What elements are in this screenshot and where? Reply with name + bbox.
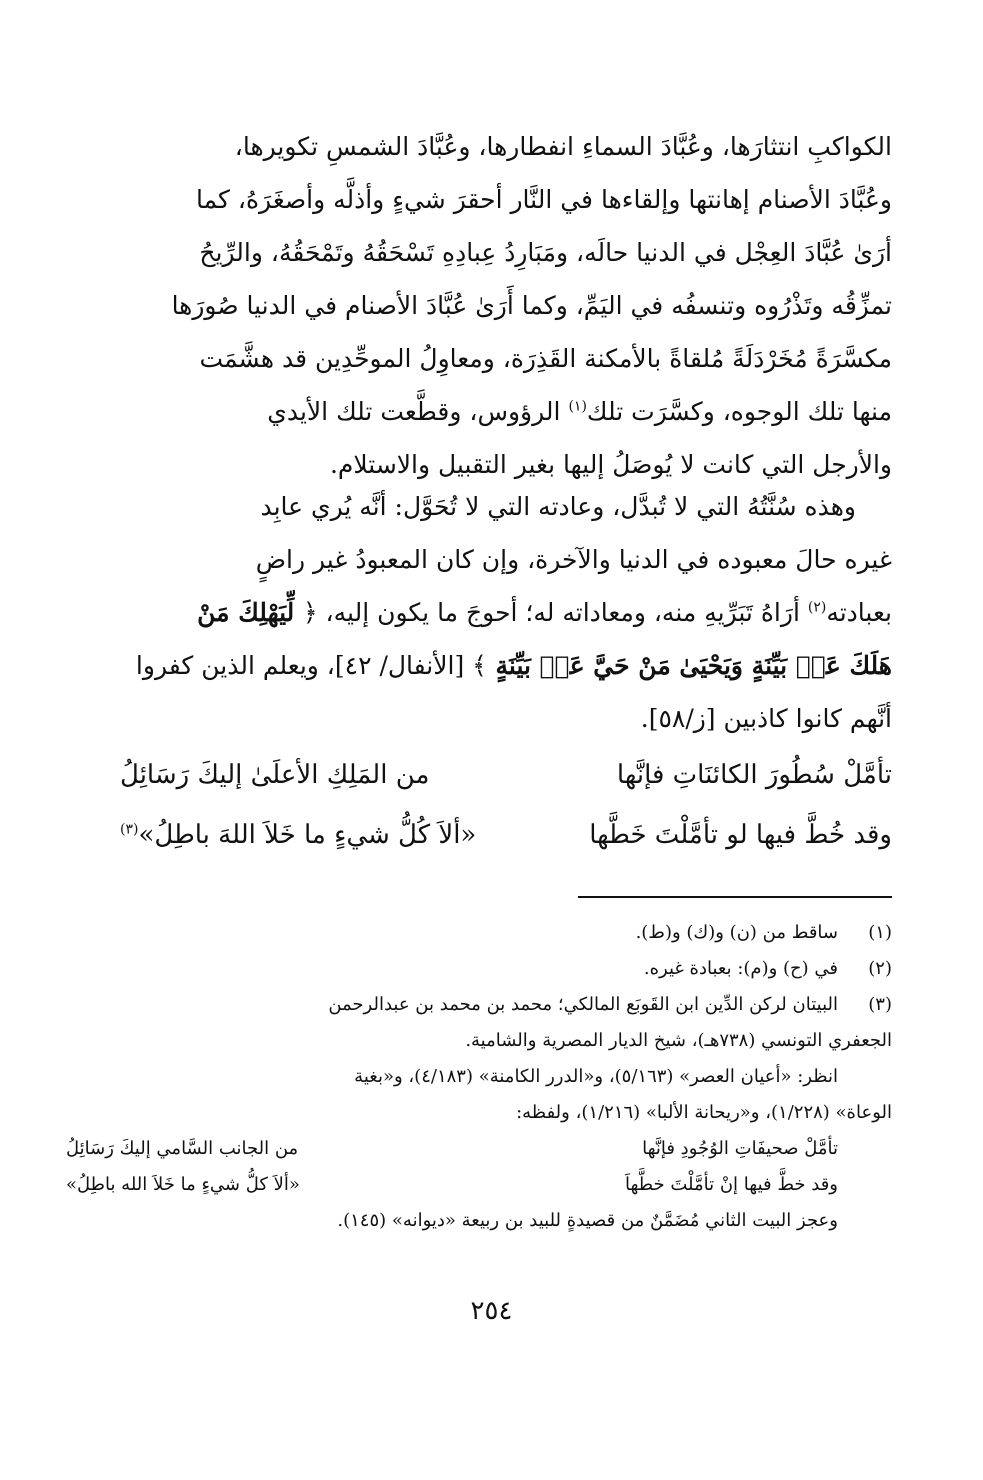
- paragraph-line: أنَّهم كانوا كاذبين [ز/٥٨].: [640, 704, 892, 733]
- footnote-1: [120, 915, 892, 951]
- paragraph-line: وهذه سُنَّتُهُ التي لا تُبدَّل، وعادته التي لا تُحَوَّل: أنَّه يُري عابِد: [260, 492, 856, 521]
- paragraph-line: والأرجل التي كانت لا يُوصَلُ إليها بغير التقبيل والاستلام.: [329, 450, 892, 479]
- quran-verse: هَلَكَ عَنۢ بَيِّنَةٍ وَيَحْيَىٰ مَنْ حَيَّ عَنۢ بَيِّنَةٍ: [486, 651, 892, 680]
- quran-reference: [الأنفال/ ٤٢]، ويعلم الذين كفروا: [135, 651, 473, 680]
- verse-2: [120, 805, 892, 865]
- quran-verse: لِّيَهْلِكَ مَنْ: [197, 598, 303, 627]
- paragraph-text: أرَاهُ تَبَرِّيهِ منه، ومعاداته له؛ أحوجَ ما يكون إليه،: [317, 598, 808, 627]
- footnote-ref-3[interactable]: (٣): [120, 821, 139, 838]
- verse-text: «ألاَ كُلُّ شيءٍ ما خَلاَ اللهَ باطِلُ»: [138, 820, 477, 850]
- footnote-verse-1: [66, 1131, 838, 1167]
- paragraph-line: وعُبَّادَ الأصنام إهانتها وإلقاءها في النَّار أحقرَ شيءٍ وأذلَّه وأصغَرَهُ، كما: [195, 185, 892, 214]
- page-number: ٢٥٤: [470, 1296, 513, 1326]
- paragraph-text: منها تلك الوجوه، وكسَّرَت تلك: [586, 397, 892, 426]
- paragraph-text: بعبادته: [826, 598, 892, 627]
- footnote-verse-hemistich: وقد خطَّ فيها إنْ تأمَّلْتَ خطَّهاَ: [624, 1174, 838, 1195]
- paragraph-text: الرؤوس، وقطَّعت تلك الأيدي: [267, 397, 569, 426]
- paragraph-line: أرَىٰ عُبَّادَ العِجْل في الدنيا حالَه، ومَبَارِدُ عِبادِهِ تَسْحَقُهُ وتَمْحَقُهُ، والرِّيحُ: [199, 238, 892, 267]
- footnote-line: وعجز البيت الثاني مُضَمَّنٌ من قصيدةٍ للبيد بن ربيعة «ديوانه» (١٤٥).: [337, 1210, 838, 1231]
- footnote-verse-2: [66, 1167, 838, 1203]
- footnote-poem: [66, 1131, 838, 1203]
- footnote-line: انظر: «أعيان العصر» (٥/١٦٣)، و«الدرر الكامنة» (٤/١٨٣)، و«بغية: [354, 1066, 838, 1087]
- body-paragraph-2: [120, 480, 892, 745]
- footnote-ref-1[interactable]: (١): [568, 398, 587, 415]
- paragraph-line: [120, 639, 892, 692]
- footnote-text: في (ح) و(م): بعبادة غيره.: [643, 958, 838, 979]
- footnote-2: [120, 951, 892, 987]
- footnote-separator: [578, 896, 892, 898]
- paragraph-line: الكواكبِ انتثارَها، وعُبَّادَ السماءِ انفطارها، وعُبَّادَ الشمسِ تكويرها،: [234, 132, 892, 161]
- footnotes: [66, 915, 892, 1239]
- verse-1-first-hemistich: تأمَّلْ سُطُورَ الكائنَاتِ فإنَّها: [616, 760, 892, 790]
- paragraph-line: تمزِّقُه وتَذْرُوه وتنسفُه في اليَمِّ، وكما أَرَىٰ عُبَّادَ الأصنام في الدنيا صُورَها: [171, 291, 892, 320]
- paragraph-line: [120, 586, 892, 639]
- ayah-open-bracket: ﴿: [302, 598, 318, 627]
- footnote-number: (١): [868, 922, 892, 943]
- footnote-3: [66, 987, 892, 1239]
- footnote-verse-hemistich: تأمَّلْ صحيفَاتِ الوُجُودِ فإنَّها: [642, 1138, 838, 1159]
- body-paragraph-1: [120, 120, 892, 491]
- footnote-text: ساقط من (ن) و(ك) و(ط).: [635, 922, 838, 943]
- footnote-number: (٢): [868, 958, 892, 979]
- verse-2-first-hemistich: وقد خُطَّ فيها لو تأمَّلْتَ خَطَّها: [589, 820, 892, 850]
- footnote-ref-2[interactable]: (٢): [807, 599, 827, 616]
- footnote-number: (٣): [868, 994, 892, 1015]
- footnote-verse-hemistich: من الجانب السَّامي إليكَ رَسَائِلُ: [66, 1138, 299, 1159]
- paragraph-line: غيره حالَ معبوده في الدنيا والآخرة، وإن كان المعبودُ غير راضٍ: [255, 545, 892, 574]
- verse-1: [120, 745, 892, 805]
- footnote-body: [66, 987, 892, 1239]
- poem: [120, 745, 892, 865]
- ayah-close-bracket: ﴾: [472, 651, 487, 680]
- footnote-line: الجعفري التونسي (٧٣٨هـ)، شيخ الديار المصرية والشامية.: [465, 1030, 892, 1051]
- verse-1-second-hemistich: من المَلِكِ الأعلَىٰ إليكَ رَسَائِلُ: [120, 760, 430, 790]
- footnote-line: البيتان لركن الدِّين ابن القَوبَع المالكي؛ محمد بن محمد بن عبدالرحمن: [328, 994, 838, 1015]
- paragraph-line: مكسَّرَةً مُخَرْدَلَةً مُلقاةً بالأمكنة القَذِرَة، ومعاوِلُ الموحِّدِين قد هشَّمَت: [199, 344, 892, 373]
- footnote-line: الوعاة» (١/٢٢٨)، و«ريحانة الألبا» (١/٢١٦)، ولفظه:: [516, 1102, 892, 1123]
- verse-2-second-hemistich: [120, 805, 476, 865]
- paragraph-line: [120, 385, 892, 438]
- footnote-verse-hemistich: «ألاَ كلُّ شيءٍ ما خَلاَ الله باطِلُ»: [66, 1174, 300, 1195]
